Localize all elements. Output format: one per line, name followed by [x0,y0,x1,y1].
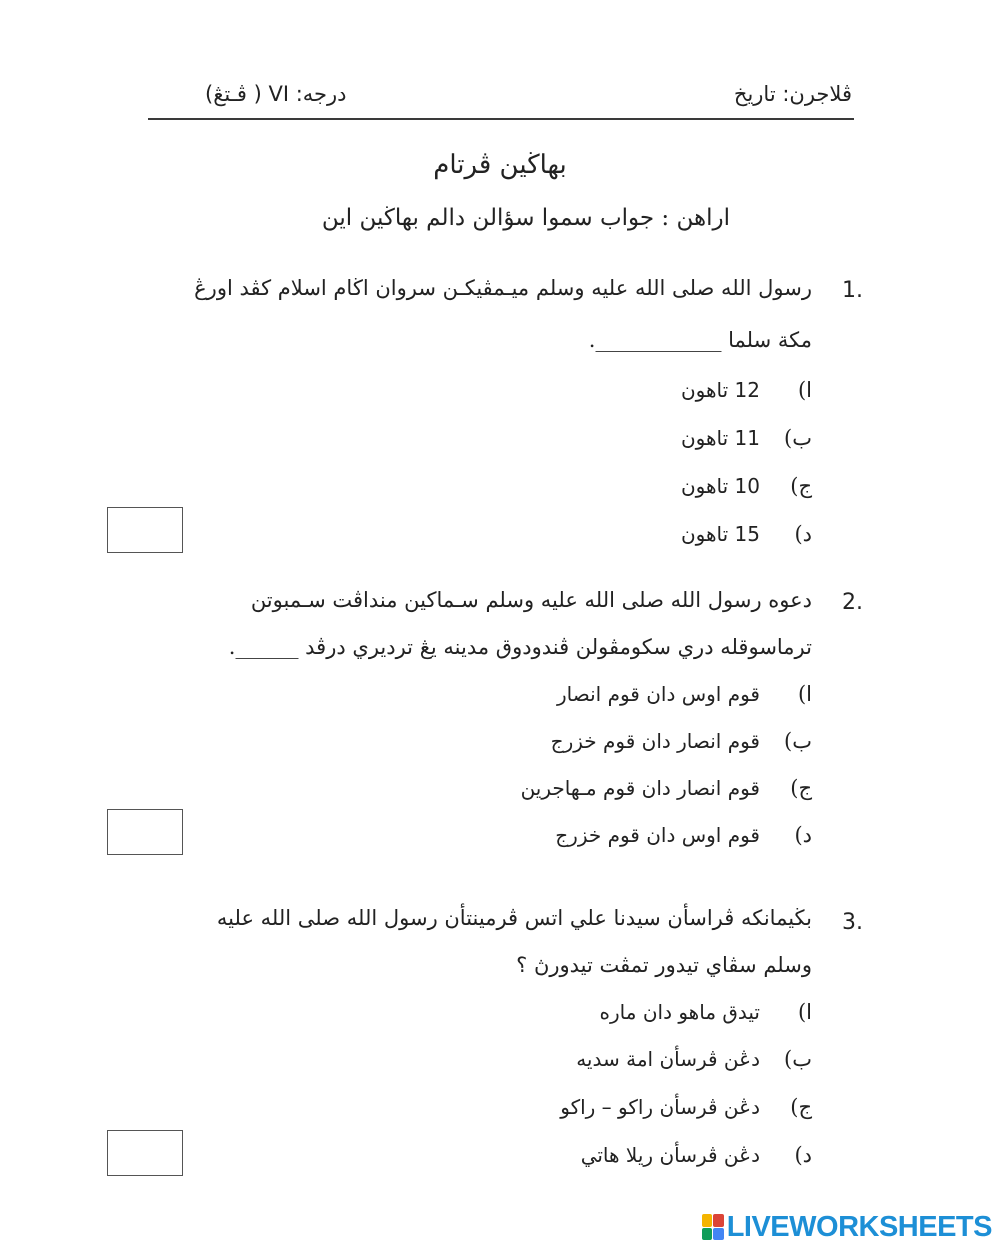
option-text: 10 تاهون [680,474,760,498]
logo-tile [702,1228,713,1241]
option-text: قوم اوس دان قوم انصار [557,682,760,706]
answer-input-q2[interactable] [107,809,183,855]
answer-input-q1[interactable] [107,507,183,553]
option-letter: د) [794,1143,812,1167]
page-title: بهاڬين ڤرتام [433,150,567,180]
instruction-text: اراهن : جواب سموا سؤالن دالم بهاڬين اين [321,205,730,231]
question-number: 3. [842,910,863,935]
answer-input-q3[interactable] [107,1130,183,1176]
logo-tile [702,1214,713,1227]
option-text: 15 تاهون [680,522,760,546]
question-text-line: ترماسوقله دري سكومڤولن ڤندودوق مدينه يڠ ترديري درڤد ______. [228,635,812,659]
option-text: 12 تاهون [680,378,760,402]
option-text: قوم انصار دان قوم مـهاجرين [520,776,760,800]
option-text: دڠن ڤرسأن امة سديه [576,1047,760,1071]
question-number: 1. [842,278,863,303]
option-letter: ج) [790,474,812,498]
subject-label: ڤلاجرن: تاريخ [733,82,852,106]
option-text: دڠن ڤرسأن ريلا هاتي [580,1143,760,1167]
brand-logo-icon [702,1214,724,1240]
option-letter: ا) [797,378,812,402]
option-letter: ب) [784,1047,812,1071]
question-number: 2. [842,590,863,615]
option-letter: ج) [790,1095,812,1119]
option-letter: ج) [790,776,812,800]
option-letter: ا) [797,682,812,706]
brand-watermark [702,1212,992,1242]
grade-label: درجه: VI ( ڤـتڠ) [205,82,347,106]
header-divider [148,118,854,120]
question-text-line: دعوه رسول الله صلى الله عليه وسلم سـماكين منداڤت سـمبوتن [250,588,812,612]
option-text: قوم انصار دان قوم خزرج [550,729,760,753]
option-letter: د) [794,522,812,546]
option-letter: د) [794,823,812,847]
question-text-line: رسول الله صلى الله عليه وسلم ميـمڤيكـن سروان اڬام اسلام كڤد اورڠ [194,276,812,300]
option-text: تيدق ماهو دان ماره [599,1000,760,1024]
option-text: قوم اوس دان قوم خزرج [555,823,760,847]
option-letter: ب) [784,729,812,753]
logo-tile [713,1214,724,1227]
logo-tile [713,1228,724,1241]
option-text: دڠن ڤرسأن راكو – راكو [560,1095,760,1119]
question-text-line: مكة سلما ____________. [588,328,812,352]
option-letter: ا) [797,1000,812,1024]
brand-name: LIVEWORKSHEETS [726,1210,992,1243]
option-letter: ب) [784,426,812,450]
question-text-line: وسلم سڤاي تيدور تمڤت تيدورڽ ؟ [516,953,812,977]
option-text: 11 تاهون [680,426,760,450]
question-text-line: بڬيمانكه ڤراسأن سيدنا علي اتس ڤرمينتأن رسول الله صلى الله عليه [216,906,812,930]
